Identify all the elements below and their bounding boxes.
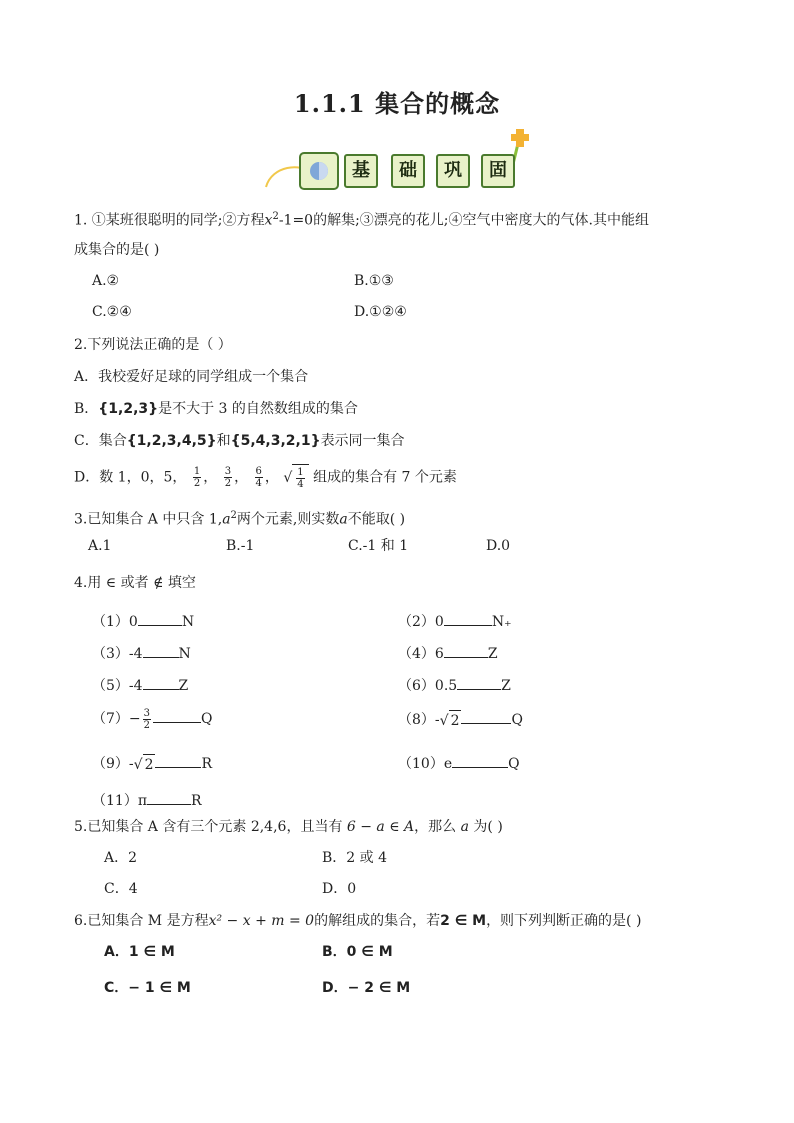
q3-option-b: B.-1 <box>226 538 255 554</box>
q3-option-d: D.0 <box>486 538 511 554</box>
q6-option-c: C．− 1 ∈ M <box>104 980 191 996</box>
q1-option-c: C.②④ <box>92 304 132 320</box>
q2-option-b: B．{1,2,3}是不大于 3 的自然数组成的集合 <box>74 401 358 417</box>
q3-option-c: C.-1 和 1 <box>348 538 409 554</box>
fill-blank <box>138 611 182 626</box>
q4-item: （4）6 Z <box>398 643 498 664</box>
q6-option-a: A．1 ∈ M <box>104 944 175 960</box>
fill-blank <box>155 753 201 768</box>
q5-stem: 5.已知集合 A 含有三个元素 2,4,6，且当有 6 − a ∈ A，那么 a 为( ) <box>74 819 503 835</box>
q4-stem: 4.用 ∈ 或者 ∉ 填空 <box>74 575 196 591</box>
banner-char-1: 基 <box>344 154 378 188</box>
q3-option-a: A.1 <box>88 538 112 554</box>
q5-option-a: A．2 <box>104 850 138 866</box>
q1-option-a: A.② <box>92 273 120 289</box>
q2-option-a: A．我校爱好足球的同学组成一个集合 <box>74 369 309 385</box>
q4-item: （3）-4 N <box>92 643 191 664</box>
q5-option-d: D．0 <box>322 881 357 897</box>
q2-stem: 2.下列说法正确的是（ ） <box>74 337 232 353</box>
q5-option-b: B．2 或 4 <box>322 850 388 866</box>
q1-option-d: D.①②④ <box>354 304 407 320</box>
q1-option-b: B.①③ <box>354 273 394 289</box>
fill-blank <box>457 675 501 690</box>
fill-blank <box>444 643 488 658</box>
sqrt-fraction: √ $\frac{1}{4}$ <box>283 464 308 491</box>
fill-blank <box>444 611 492 626</box>
q6-stem: 6.已知集合 M 是方程x² − x + m = 0的解组成的集合，若2 ∈ M，则下列判断正确的是( ) <box>74 913 642 929</box>
q2-option-d: D．数 1，0，5， $\frac{1}{2}$ ， $\frac{3}{2}$ ， $\frac{6}{4}$ ， √ $\frac{1}{4}$ 组成的集合有 7 个元素 <box>74 466 457 490</box>
q6-option-b: B．0 ∈ M <box>322 944 393 960</box>
fraction: $\frac{3}{2}$ <box>224 466 232 489</box>
q4-item: （6）0.5 Z <box>398 675 511 696</box>
banner-char-3: 巩 <box>436 154 470 188</box>
q1-stem: 1. ①某班很聪明的同学;②方程$x^2-1=0$的解集;③漂亮的花儿;④空气中密度大的气体.其中能组 <box>74 211 649 229</box>
q1-stem-cont: 成集合的是( ) <box>74 242 160 258</box>
page-title: 1.1.1 集合的概念 <box>293 89 501 118</box>
q2-option-c: C．集合{1,2,3,4,5}和{5,4,3,2,1}表示同一集合 <box>74 433 405 449</box>
q3-stem: 3.已知集合 A 中只含 $1,a^2$两个元素,则实数a不能取( ) <box>74 510 406 528</box>
q5-option-c: C．4 <box>104 881 138 897</box>
fill-blank <box>143 643 179 658</box>
q6-option-d: D．− 2 ∈ M <box>322 980 411 996</box>
q4-item: （11）π R <box>92 790 202 811</box>
q4-item: （7）− $\frac{3}{2}$ Q <box>92 707 213 731</box>
q4-item: （10）e Q <box>398 753 520 774</box>
fill-blank <box>147 790 191 805</box>
q4-item: （1）0 N <box>92 611 194 632</box>
fill-blank <box>452 753 508 768</box>
banner-char-4: 固 <box>481 154 515 188</box>
fill-blank <box>461 709 511 724</box>
q4-item: （9）-√ 2 R <box>92 753 212 775</box>
fraction: $\frac{1}{2}$ <box>193 466 201 489</box>
q4-item: （5）-4 Z <box>92 675 188 696</box>
banner-char-2: 础 <box>391 154 425 188</box>
q4-item: （2）0 N₊ <box>398 611 511 632</box>
q4-item: （8）-√ 2 Q <box>398 709 523 731</box>
fill-blank <box>143 675 179 690</box>
fill-blank <box>153 708 201 723</box>
fraction: $\frac{6}{4}$ <box>255 466 262 489</box>
